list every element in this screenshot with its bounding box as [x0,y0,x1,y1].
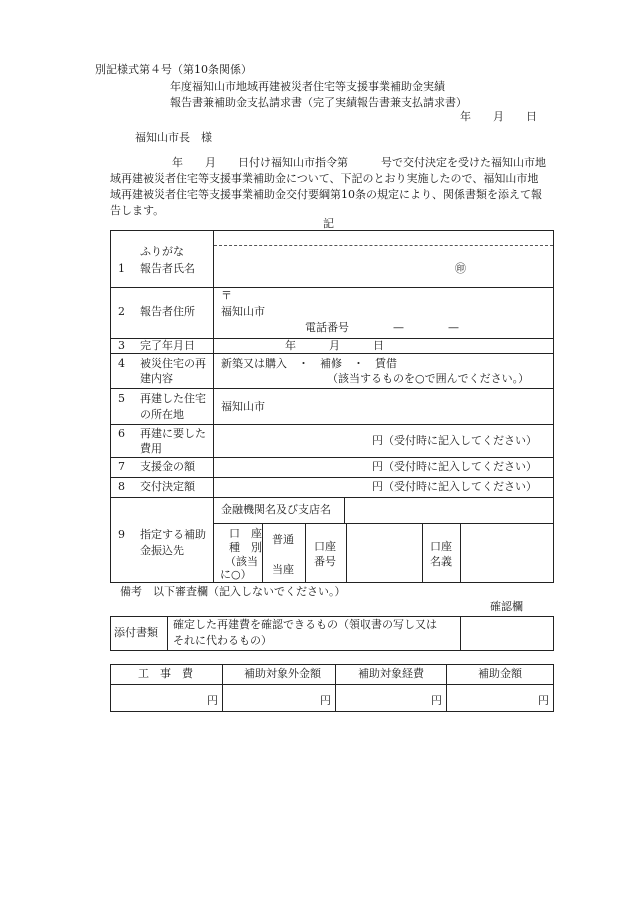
row9-number: 9 [118,528,125,541]
row6-label-a: 再建に要した [140,427,206,440]
account-number-label-b: 番号 [314,555,336,568]
bank-branch-label: 金融機関名及び支店名 [221,503,331,516]
row2-number: 2 [118,305,125,318]
seal-mark: ㊞ [455,262,466,275]
unit-yen-1: 円 [207,694,218,707]
postal-mark: 〒 [221,289,232,302]
account-type-label-c: （該当 [225,555,258,568]
completion-date: 年 月 日 [285,339,384,352]
rebuild-options: 新築又は購入 ・ 補修 ・ 賃借 [221,357,397,370]
summary-header-non-eligible: 補助対象外金額 [244,667,321,680]
row9-label-b: 金振込先 [140,544,184,557]
row6-label-b: 費用 [140,442,162,455]
confirm-column-label: 確認欄 [490,600,523,613]
rebuild-cost-note: 円（受付時に記入してください） [372,434,537,447]
rebuilt-location: 福知山市 [221,400,265,413]
decision-amount-note: 円（受付時に記入してください） [372,480,537,493]
row8-label: 交付決定額 [140,480,195,493]
row3-label: 完了年月日 [140,339,195,352]
report-date: 年 月 日 [460,110,537,123]
phone-number: 電話番号 — — [305,321,459,334]
summary-header-eligible: 補助対象経費 [358,667,424,680]
form-number: 別記様式第４号（第10条関係） [95,63,252,76]
unit-yen-2: 円 [320,694,331,707]
summary-header-construction: 工 事 費 [138,667,193,680]
row2-label: 報告者住所 [140,305,195,318]
row9-label-a: 指定する補助 [140,528,206,541]
remarks-label: 備考 以下審査欄（記入しないでください。） [120,585,346,598]
account-holder-label-a: 口座 [430,540,452,553]
rebuild-note: （該当するものを○で囲んでください。） [327,372,530,385]
account-type-label-a: 口 座 [229,527,262,540]
row5-number: 5 [118,392,125,405]
row1-furigana: ふりがな [140,245,184,258]
account-holder-label-b: 名義 [430,555,452,568]
account-number-label-a: 口座 [314,540,336,553]
body-line-4: 告します。 [110,204,165,217]
row5-label-b: の所在地 [140,408,184,421]
account-type-label-d: に○） [220,568,252,581]
body-line-2: 域再建被災者住宅等支援事業補助金について、下記のとおり実施したので、福知山市地 [110,172,539,185]
row7-label: 支援金の額 [140,460,195,473]
body-line-1: 年 月 日付け福知山市指令第 号で交付決定を受けた福知山市地 [172,156,546,169]
attachment-label: 添付書類 [114,626,158,639]
summary-header-subsidy: 補助金額 [478,667,522,680]
row5-label-a: 再建した住宅 [140,392,206,405]
row3-number: 3 [118,339,125,352]
row8-number: 8 [118,480,125,493]
support-amount-note: 円（受付時に記入してください） [372,460,537,473]
row4-label-a: 被災住宅の再 [140,357,206,370]
row6-number: 6 [118,427,125,440]
ki-heading: 記 [323,217,334,230]
row4-number: 4 [118,357,125,370]
form-title-line1: 年度福知山市地域再建被災者住宅等支援事業補助金実績 [170,80,445,93]
body-line-3: 域再建被災者住宅等支援事業補助金交付要綱第10条の規定により、関係書類を添えて報 [110,188,542,201]
row4-label-b: 建内容 [140,372,173,385]
row7-number: 7 [118,460,125,473]
unit-yen-4: 円 [538,694,549,707]
attachment-desc-a: 確定した再建費を確認できるもの（領収書の写し又は [173,618,437,631]
address-city: 福知山市 [221,305,265,318]
account-futsu: 普通 [272,533,294,546]
addressee: 福知山市長 様 [135,131,212,144]
account-toza: 当座 [272,563,294,576]
account-type-label-b: 種 別 [229,541,262,554]
form-title-line2: 報告書兼補助金支払請求書（完了実績報告書兼支払請求書） [170,96,467,109]
attachment-desc-b: それに代わるもの） [173,634,272,647]
row1-label: 報告者氏名 [140,262,195,275]
unit-yen-3: 円 [431,694,442,707]
row1-number: 1 [118,262,125,275]
